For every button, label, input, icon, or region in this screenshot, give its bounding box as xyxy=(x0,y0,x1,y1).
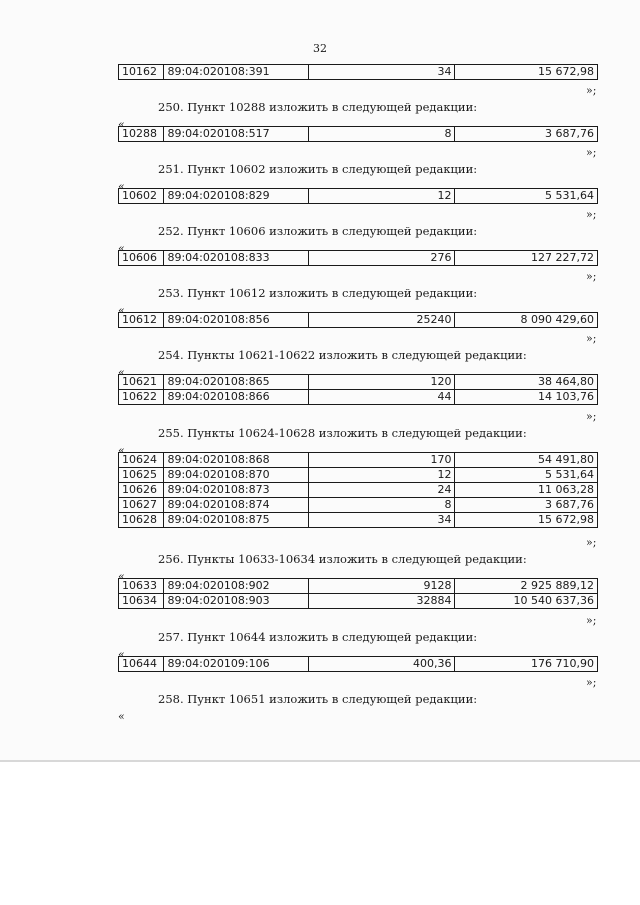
cost-value: 10 540 637,36 xyxy=(455,594,598,609)
item-number: 10633 xyxy=(119,579,164,594)
cadastral-number: 89:04:020108:833 xyxy=(164,251,309,266)
item-number: 10644 xyxy=(119,657,164,672)
cost-value: 38 464,80 xyxy=(455,375,598,390)
cadastral-number: 89:04:020108:868 xyxy=(164,453,309,468)
area-value: 34 xyxy=(308,65,455,80)
closing-quote: »; xyxy=(586,84,597,97)
table-row xyxy=(119,657,598,672)
area-value: 400,36 xyxy=(308,657,455,672)
parcel-table xyxy=(118,126,598,142)
cost-value: 54 491,80 xyxy=(455,453,598,468)
item-number: 10627 xyxy=(119,498,164,513)
area-value: 25240 xyxy=(308,313,455,328)
area-value: 9128 xyxy=(308,579,455,594)
area-value: 8 xyxy=(308,127,455,142)
cost-value: 176 710,90 xyxy=(455,657,598,672)
cost-value: 127 227,72 xyxy=(455,251,598,266)
parcel-table xyxy=(118,374,598,405)
parcel-table xyxy=(118,64,598,80)
closing-quote: »; xyxy=(586,614,597,627)
closing-quote: »; xyxy=(586,332,597,345)
table-row xyxy=(119,189,598,204)
area-value: 120 xyxy=(308,375,455,390)
section-heading: 255. Пункты 10624-10628 изложить в следующей редакции: xyxy=(158,426,527,440)
table-row xyxy=(119,251,598,266)
section-heading: 254. Пункты 10621-10622 изложить в следующей редакции: xyxy=(158,348,527,362)
section-heading: 257. Пункт 10644 изложить в следующей редакции: xyxy=(158,630,478,644)
item-number: 10626 xyxy=(119,483,164,498)
area-value: 24 xyxy=(308,483,455,498)
cost-value: 8 090 429,60 xyxy=(455,313,598,328)
item-number: 10612 xyxy=(119,313,164,328)
cost-value: 2 925 889,12 xyxy=(455,579,598,594)
table-row xyxy=(119,390,598,405)
section-heading: 251. Пункт 10602 изложить в следующей редакции: xyxy=(158,162,478,176)
cadastral-number: 89:04:020108:874 xyxy=(164,498,309,513)
table-row xyxy=(119,468,598,483)
parcel-table xyxy=(118,188,598,204)
section-heading: 258. Пункт 10651 изложить в следующей редакции: xyxy=(158,692,478,706)
table-row xyxy=(119,498,598,513)
area-value: 276 xyxy=(308,251,455,266)
area-value: 12 xyxy=(308,189,455,204)
opening-quote: « xyxy=(118,710,125,723)
closing-quote: »; xyxy=(586,676,597,689)
item-number: 10162 xyxy=(119,65,164,80)
table-row xyxy=(119,594,598,609)
cadastral-number: 89:04:020108:517 xyxy=(164,127,309,142)
area-value: 44 xyxy=(308,390,455,405)
cost-value: 14 103,76 xyxy=(455,390,598,405)
section-heading: 256. Пункты 10633-10634 изложить в следующей редакции: xyxy=(158,552,527,566)
cost-value: 5 531,64 xyxy=(455,189,598,204)
item-number: 10621 xyxy=(119,375,164,390)
parcel-table xyxy=(118,312,598,328)
cost-value: 11 063,28 xyxy=(455,483,598,498)
item-number: 10634 xyxy=(119,594,164,609)
table-row xyxy=(119,375,598,390)
closing-quote: »; xyxy=(586,208,597,221)
cost-value: 15 672,98 xyxy=(455,513,598,528)
opening-quote: « xyxy=(118,648,125,661)
item-number: 10622 xyxy=(119,390,164,405)
cost-value: 3 687,76 xyxy=(455,498,598,513)
table-row xyxy=(119,579,598,594)
parcel-table xyxy=(118,250,598,266)
opening-quote: « xyxy=(118,304,125,317)
parcel-table xyxy=(118,578,598,609)
cadastral-number: 89:04:020108:875 xyxy=(164,513,309,528)
cadastral-number: 89:04:020108:902 xyxy=(164,579,309,594)
cadastral-number: 89:04:020108:391 xyxy=(164,65,309,80)
closing-quote: »; xyxy=(586,536,597,549)
cost-value: 3 687,76 xyxy=(455,127,598,142)
area-value: 34 xyxy=(308,513,455,528)
section-heading: 250. Пункт 10288 изложить в следующей редакции: xyxy=(158,100,478,114)
table-row xyxy=(119,127,598,142)
table-row xyxy=(119,483,598,498)
cadastral-number: 89:04:020108:856 xyxy=(164,313,309,328)
cadastral-number: 89:04:020108:829 xyxy=(164,189,309,204)
parcel-table xyxy=(118,452,598,528)
item-number: 10628 xyxy=(119,513,164,528)
cadastral-number: 89:04:020108:873 xyxy=(164,483,309,498)
area-value: 32884 xyxy=(308,594,455,609)
area-value: 8 xyxy=(308,498,455,513)
page-number: 32 xyxy=(313,42,327,55)
table-row xyxy=(119,65,598,80)
area-value: 170 xyxy=(308,453,455,468)
closing-quote: »; xyxy=(586,410,597,423)
cadastral-number: 89:04:020108:903 xyxy=(164,594,309,609)
opening-quote: « xyxy=(118,570,125,583)
parcel-table xyxy=(118,656,598,672)
cadastral-number: 89:04:020108:866 xyxy=(164,390,309,405)
cadastral-number: 89:04:020108:865 xyxy=(164,375,309,390)
opening-quote: « xyxy=(118,242,125,255)
opening-quote: « xyxy=(118,180,125,193)
section-heading: 252. Пункт 10606 изложить в следующей редакции: xyxy=(158,224,478,238)
closing-quote: »; xyxy=(586,270,597,283)
table-row xyxy=(119,453,598,468)
item-number: 10624 xyxy=(119,453,164,468)
opening-quote: « xyxy=(118,366,125,379)
section-heading: 253. Пункт 10612 изложить в следующей редакции: xyxy=(158,286,478,300)
opening-quote: « xyxy=(118,444,125,457)
cadastral-number: 89:04:020109:106 xyxy=(164,657,309,672)
table-row xyxy=(119,513,598,528)
item-number: 10288 xyxy=(119,127,164,142)
cadastral-number: 89:04:020108:870 xyxy=(164,468,309,483)
opening-quote: « xyxy=(118,118,125,131)
area-value: 12 xyxy=(308,468,455,483)
table-row xyxy=(119,313,598,328)
item-number: 10625 xyxy=(119,468,164,483)
cost-value: 5 531,64 xyxy=(455,468,598,483)
closing-quote: »; xyxy=(586,146,597,159)
cost-value: 15 672,98 xyxy=(455,65,598,80)
item-number: 10602 xyxy=(119,189,164,204)
item-number: 10606 xyxy=(119,251,164,266)
